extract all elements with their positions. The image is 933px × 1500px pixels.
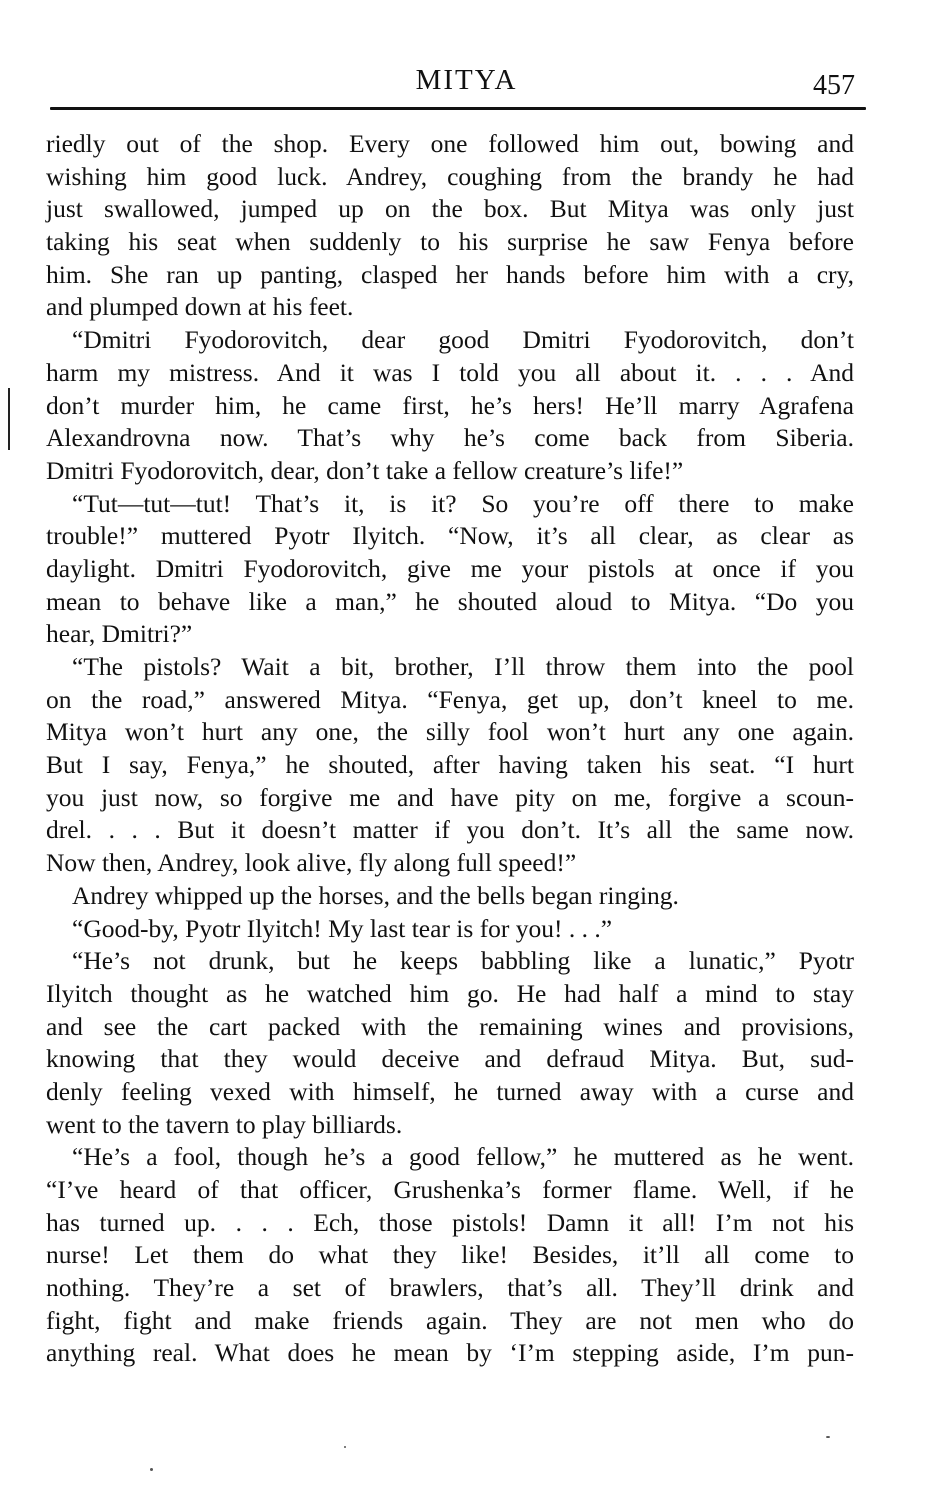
text-line: daylight. Dmitri Fyodorovitch, give me your pistols at once if you <box>46 553 854 583</box>
text-line: “Tut—tut—tut! That’s it, is it? So you’re off there to make <box>72 488 854 518</box>
text-line: just swallowed, jumped up on the box. But Mitya was only just <box>46 194 854 224</box>
header-rule <box>50 107 866 110</box>
running-head <box>0 64 933 104</box>
text-line: “I’ve heard of that officer, Grushenka’s former flame. Well, if he <box>46 1175 854 1204</box>
margin-mark <box>8 388 10 450</box>
text-line: you just now, so forgive me and have pity on me, forgive a scoun- <box>46 782 854 812</box>
text-line: mean to behave like a man,” he shouted aloud to Mitya. “Do you <box>46 586 854 616</box>
text-line: denly feeling vexed with himself, he turned away with a curse and <box>46 1076 854 1106</box>
scan-speck <box>826 1436 830 1438</box>
text-line: anything real. What does he mean by ‘I’m stepping aside, I’m pun- <box>46 1338 854 1368</box>
text-line: him. She ran up panting, clasped her hands before him with a cry, <box>46 259 854 289</box>
running-title: MITYA <box>415 64 518 96</box>
text-line: But I say, Fenya,” he shouted, after having taken his seat. “I hurt <box>46 750 854 780</box>
text-line: hear, Dmitri?” <box>46 619 193 649</box>
text-line: riedly out of the shop. Every one followed him out, bowing and <box>46 129 854 158</box>
text-line: “Dmitri Fyodorovitch, dear good Dmitri Fyodorovitch, don’t <box>72 325 854 355</box>
text-line: and see the cart packed with the remaining wines and provisions, <box>46 1011 854 1041</box>
scan-speck <box>150 1468 153 1471</box>
text-line: went to the tavern to play billiards. <box>46 1109 403 1139</box>
text-line: nurse! Let them do what they like! Besides, it’ll all come to <box>46 1240 854 1270</box>
text-line: wishing him good luck. Andrey, coughing from the brandy he had <box>46 161 854 191</box>
text-line: trouble!” muttered Pyotr Ilyitch. “Now, it’s all clear, as clear as <box>46 521 854 551</box>
text-line: taking his seat when suddenly to his surprise he saw Fenya before <box>46 227 854 257</box>
body-text <box>46 128 854 1370</box>
text-line: “He’s not drunk, but he keeps babbling like a lunatic,” Pyotr <box>72 946 854 976</box>
text-line: drel. . . . But it doesn’t matter if you don’t. It’s all the same now. <box>46 815 854 845</box>
text-line: Andrey whipped up the horses, and the bells began ringing. <box>72 880 679 910</box>
scan-speck <box>344 1446 346 1448</box>
text-line: Alexandrovna now. That’s why he’s come back from Siberia. <box>46 423 854 453</box>
text-line: fight, fight and make friends again. They are not men who do <box>46 1305 854 1335</box>
text-line: has turned up. . . . Ech, those pistols! Damn it all! I’m not his <box>46 1207 854 1237</box>
text-line: on the road,” answered Mitya. “Fenya, get up, don’t kneel to me. <box>46 684 854 714</box>
text-line: “He’s a fool, though he’s a good fellow,” he muttered as he went. <box>72 1142 854 1172</box>
text-line: Now then, Andrey, look alive, fly along full speed!” <box>46 848 577 878</box>
text-line: “Good-by, Pyotr Ilyitch! My last tear is for you! . . .” <box>72 913 613 943</box>
text-line: harm my mistress. And it was I told you all about it. . . . And <box>46 357 854 387</box>
page-number: 457 <box>813 70 855 101</box>
text-line: don’t murder him, he came first, he’s hers! He’ll marry Agrafena <box>46 390 854 420</box>
text-line: “The pistols? Wait a bit, brother, I’ll throw them into the pool <box>72 652 854 681</box>
text-line: Dmitri Fyodorovitch, dear, don’t take a fellow creature’s life!” <box>46 455 684 485</box>
text-line: and plumped down at his feet. <box>46 292 354 322</box>
text-line: Mitya won’t hurt any one, the silly fool won’t hurt any one again. <box>46 717 854 747</box>
text-line: knowing that they would deceive and defraud Mitya. But, sud- <box>46 1044 854 1074</box>
text-line: nothing. They’re a set of brawlers, that’s all. They’ll drink and <box>46 1273 854 1303</box>
text-line: Ilyitch thought as he watched him go. He had half a mind to stay <box>46 978 854 1008</box>
